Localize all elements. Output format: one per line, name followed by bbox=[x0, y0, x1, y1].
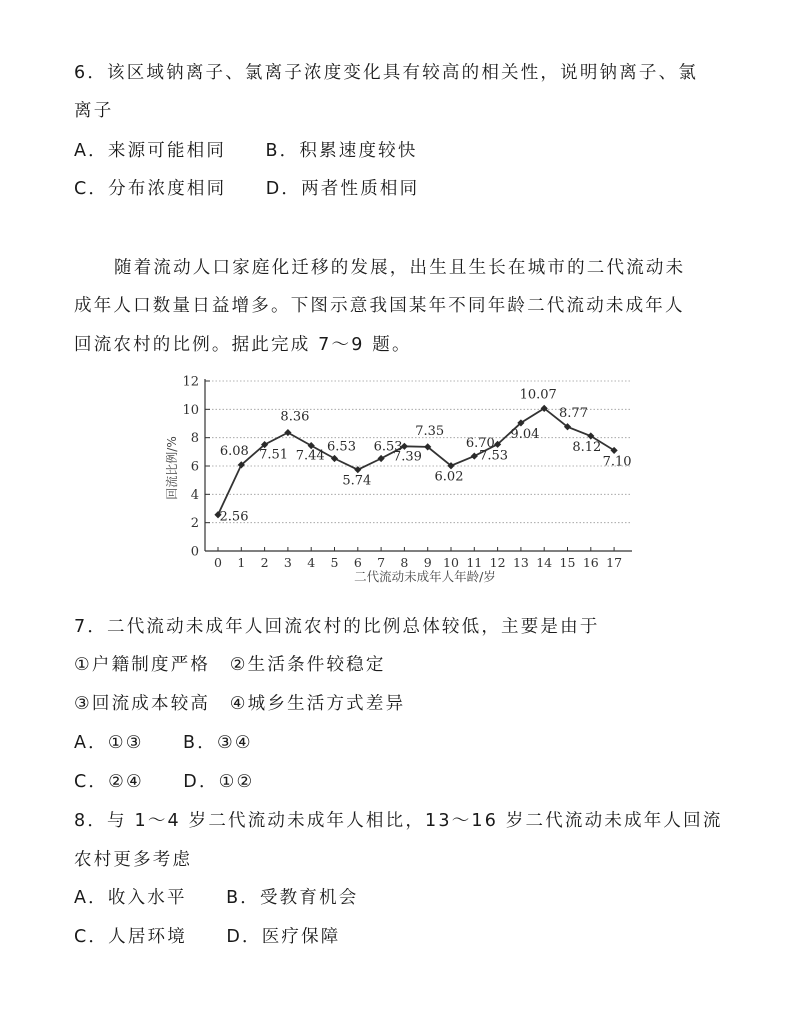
x-tick-label: 12 bbox=[489, 555, 506, 570]
data-point bbox=[354, 466, 361, 473]
y-tick-label: 0 bbox=[190, 544, 199, 560]
data-label: 6.02 bbox=[434, 469, 464, 485]
q7-options-row2: C．②④ D．①② bbox=[74, 772, 255, 792]
passage-line2: 成年人口数量日益增多。下图示意我国某年不同年龄二代流动未成年人 bbox=[74, 296, 685, 316]
q7-items-row2: ③回流成本较高 ④城乡生活方式差异 bbox=[74, 694, 406, 714]
x-tick-label: 2 bbox=[260, 555, 269, 570]
data-label: 8.36 bbox=[280, 409, 310, 425]
data-label: 7.10 bbox=[602, 454, 632, 470]
x-tick-label: 3 bbox=[283, 555, 292, 570]
x-tick-label: 5 bbox=[330, 555, 339, 570]
data-label: 8.12 bbox=[572, 439, 602, 455]
y-tick-label: 10 bbox=[182, 402, 199, 418]
data-label: 6.53 bbox=[373, 439, 403, 455]
q8-options-row1: A．收入水平 B．受教育机会 bbox=[74, 888, 359, 908]
q8-options-row2: C．人居环境 D．医疗保障 bbox=[74, 927, 341, 947]
data-label: 7.53 bbox=[479, 448, 509, 464]
q6-stem-line1: 6．该区域钠离子、氯离子浓度变化具有较高的相关性，说明钠离子、氯 bbox=[74, 63, 699, 83]
passage-line3: 回流农村的比例。据此完成 7～9 题。 bbox=[74, 335, 412, 355]
q7-stem: 7．二代流动未成年人回流农村的比例总体较低，主要是由于 bbox=[74, 617, 600, 637]
x-tick-label: 16 bbox=[582, 555, 599, 570]
data-point bbox=[284, 429, 291, 436]
q8-stem-line1: 8．与 1～4 岁二代流动未成年人相比，13～16 岁二代流动未成年人回流 bbox=[74, 811, 723, 831]
data-label: 8.77 bbox=[559, 405, 588, 421]
data-label: 6.53 bbox=[327, 439, 356, 455]
q8-stem-line2: 农村更多考虑 bbox=[74, 850, 193, 870]
q6-options-row2: C．分布浓度相同 D．两者性质相同 bbox=[74, 179, 420, 199]
data-label: 2.56 bbox=[219, 509, 249, 525]
data-label: 7.51 bbox=[259, 447, 289, 463]
data-point bbox=[471, 452, 478, 459]
q7-items-row1: ①户籍制度严格 ②生活条件较稳定 bbox=[74, 655, 386, 675]
data-label: 7.35 bbox=[415, 423, 445, 439]
x-tick-label: 10 bbox=[443, 555, 459, 570]
y-axis-label: 回流比例/% bbox=[165, 436, 179, 500]
q7-options-row1: A．①③ B．③④ bbox=[74, 733, 253, 753]
data-label: 6.08 bbox=[219, 443, 249, 459]
x-tick-label: 14 bbox=[536, 555, 553, 570]
y-tick-label: 2 bbox=[190, 516, 199, 532]
y-tick-label: 12 bbox=[182, 374, 199, 390]
x-tick-label: 11 bbox=[466, 555, 483, 570]
x-tick-label: 7 bbox=[377, 555, 386, 570]
y-tick-label: 6 bbox=[190, 459, 199, 475]
data-label: 7.44 bbox=[295, 448, 325, 464]
x-tick-label: 4 bbox=[307, 555, 316, 570]
x-axis-label: 二代流动未成年人年龄/岁 bbox=[354, 569, 496, 584]
data-point bbox=[378, 455, 385, 462]
data-label: 7.39 bbox=[392, 449, 422, 465]
x-tick-label: 13 bbox=[512, 555, 529, 570]
data-label: 5.74 bbox=[342, 473, 372, 489]
x-tick-label: 9 bbox=[423, 555, 432, 570]
x-tick-label: 15 bbox=[559, 555, 576, 570]
q6-options-row1: A．来源可能相同 B．积累速度较快 bbox=[74, 141, 418, 161]
return-ratio-chart bbox=[0, 368, 794, 588]
x-tick-label: 0 bbox=[214, 555, 222, 570]
data-point bbox=[331, 455, 338, 462]
chart-axes bbox=[182, 375, 632, 571]
x-tick-label: 1 bbox=[237, 555, 246, 570]
data-label: 9.04 bbox=[510, 426, 540, 442]
x-tick-label: 8 bbox=[400, 555, 409, 570]
y-tick-label: 8 bbox=[190, 431, 199, 447]
x-tick-label: 17 bbox=[606, 555, 623, 570]
x-tick-label: 6 bbox=[353, 555, 362, 570]
passage-line1: 随着流动人口家庭化迁移的发展，出生且生长在城市的二代流动未 bbox=[114, 258, 686, 278]
q6-stem-line2: 离子 bbox=[74, 101, 114, 121]
data-label: 6.70 bbox=[465, 436, 495, 452]
data-labels bbox=[220, 387, 632, 524]
y-tick-label: 4 bbox=[190, 487, 199, 503]
data-label: 10.07 bbox=[519, 387, 557, 403]
